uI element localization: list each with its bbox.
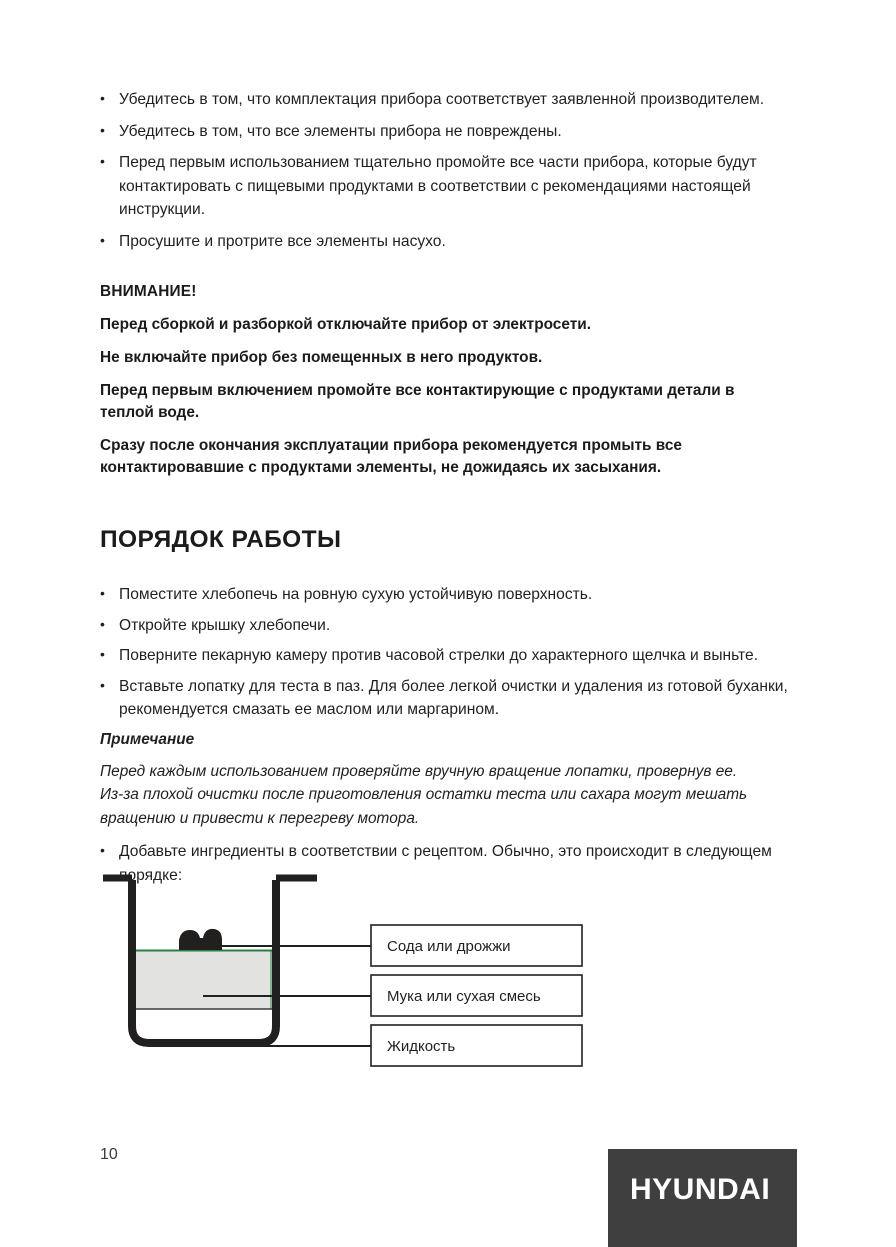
list-item: • Откройте крышку хлебопечи.	[100, 614, 790, 638]
flour-layer-shape	[135, 950, 272, 1009]
warning-line: Сразу после окончания эксплуатации прибора рекомендуется промыть все контактировавшие с продуктами элементы, не дожидаясь их засыхания.	[100, 437, 682, 476]
warning-line: Перед первым включением промойте все контактирующие с продуктами детали в теплой воде.	[100, 382, 735, 421]
list-item: • Просушите и протрите все элементы насухо.	[100, 230, 790, 254]
warning-line: Перед сборкой и разборкой отключайте прибор от электросети.	[100, 316, 591, 333]
page-number: 10	[100, 1146, 118, 1163]
list-item: • Убедитесь в том, что все элементы прибора не повреждены.	[100, 120, 790, 144]
warning-line: Не включайте прибор без помещенных в него продуктов.	[100, 349, 543, 366]
bread-pan-diagram	[95, 868, 615, 1083]
brand-logo-text: HYUNDAI	[630, 1173, 771, 1206]
label-text-liquid: Жидкость	[387, 1038, 456, 1055]
intro-bullet-list	[100, 88, 790, 253]
warning-title: ВНИМАНИЕ!	[100, 283, 197, 300]
list-item: • Перед первым использованием тщательно промойте все части прибора, которые будут контактировать с пищевыми продуктами в соответствии с рекомендациями настоящей инструкции.	[100, 151, 790, 222]
note-title: Примечание	[100, 730, 195, 748]
warning-block	[100, 281, 790, 479]
note-body: Перед каждым использованием проверяйте вручную вращение лопатки, провернув ее. Из-за плохой очистки после приготовления остатки теста или сахара могут мешать вращению и привести к перегреву мотора.	[100, 762, 748, 827]
list-item: • Убедитесь в том, что комплектация прибора соответствует заявленной производителем.	[100, 88, 790, 112]
list-item: • Поместите хлебопечь на ровную сухую устойчивую поверхность.	[100, 583, 790, 607]
label-text-soda: Сода или дрожжи	[387, 938, 511, 955]
spacer	[100, 261, 790, 275]
brand-logo	[608, 1149, 797, 1247]
spacer	[100, 555, 790, 583]
list-item: • Поверните пекарную камеру против часовой стрелки до характерного щелчка и выньте.	[100, 644, 790, 668]
list-item: • Добавьте ингредиенты в соответствии с рецептом. Обычно, это происходит в следующем порядке:	[100, 840, 790, 887]
page-title: ПОРЯДОК РАБОТЫ	[100, 526, 342, 553]
list-item: • Вставьте лопатку для теста в паз. Для более легкой очистки и удаления из готовой буханки, рекомендуется смазать ее маслом или маргарином.	[100, 675, 790, 722]
yeast-blob-shape	[179, 929, 222, 950]
label-text-flour: Мука или сухая смесь	[387, 988, 541, 1005]
operation-bullet-list	[100, 583, 790, 722]
page-content	[100, 88, 790, 894]
